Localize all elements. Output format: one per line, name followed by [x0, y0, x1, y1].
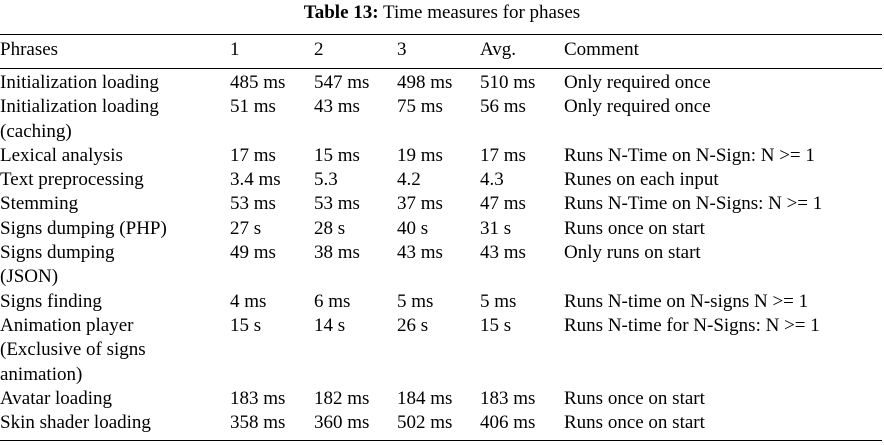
phase-name-line: Signs finding: [0, 290, 102, 312]
table-row: [0, 387, 884, 411]
run-2-value: 43 ms: [314, 96, 360, 118]
run-2-value: 15 ms: [314, 144, 360, 166]
run-3-value: 184 ms: [397, 387, 453, 409]
table-row: [0, 67, 884, 95]
run-1-value: 27 s: [230, 217, 262, 239]
phase-cell: [0, 67, 230, 95]
table-row: [0, 314, 884, 387]
comment-cell: Runs once on start: [564, 412, 705, 434]
run-1-value: 3.4 ms: [230, 169, 281, 191]
comment-cell: Runs once on start: [564, 387, 705, 409]
comment-cell: Runs N-Time on N-Sign: N >= 1: [564, 144, 815, 166]
run-3-value: 4.2: [397, 169, 421, 191]
phase-name-line: Signs dumping: [0, 242, 115, 264]
average-value: 17 ms: [480, 144, 526, 166]
header-phrases: Phrases: [0, 39, 59, 60]
run-2-value: 5.3: [314, 169, 338, 191]
run-3-value: 43 ms: [397, 242, 443, 264]
run-2-value: 360 ms: [314, 412, 370, 434]
phase-name-line: animation): [0, 363, 83, 385]
table-top-rule: [0, 34, 882, 35]
header-run-3: 3: [397, 39, 407, 60]
phase-name-line: (JSON): [0, 266, 59, 288]
phase-name-line: Signs dumping (PHP): [0, 217, 167, 239]
run-2-value: 6 ms: [314, 290, 351, 312]
run-1-value: 49 ms: [230, 242, 276, 264]
run-2-value: 182 ms: [314, 387, 370, 409]
comment-cell: Runs N-Time on N-Signs: N >= 1: [564, 193, 823, 215]
table-caption: [0, 2, 884, 24]
run-2-value: 547 ms: [314, 72, 370, 93]
table-row: [0, 168, 884, 192]
average-value: 43 ms: [480, 242, 526, 264]
comment-cell: Runs N-time on N-signs N >= 1: [564, 290, 809, 312]
run-2-value: 53 ms: [314, 193, 360, 215]
phase-name-line: Text preprocessing: [0, 169, 144, 191]
table-row: [0, 95, 884, 144]
average-value: 15 s: [480, 314, 512, 336]
average-value: 510 ms: [480, 72, 536, 93]
run-1-value: 4 ms: [230, 290, 267, 312]
phase-cell: [0, 144, 230, 168]
phase-cell: [0, 192, 230, 216]
run-1-value: 17 ms: [230, 144, 276, 166]
phase-name-line: Avatar loading: [0, 387, 113, 409]
run-1-value: 15 s: [230, 314, 262, 336]
caption-label: Table 13:: [303, 2, 379, 23]
header-run-2: 2: [314, 39, 324, 60]
run-2-value: 38 ms: [314, 242, 360, 264]
comment-cell: Only required once: [564, 96, 711, 118]
header-run-1: 1: [230, 39, 240, 60]
table-row: [0, 217, 884, 241]
average-value: 56 ms: [480, 96, 526, 118]
average-value: 31 s: [480, 217, 512, 239]
phase-cell: [0, 290, 230, 314]
phase-cell: [0, 411, 230, 435]
comment-cell: Runes on each input: [564, 169, 719, 191]
time-measures-table: [0, 36, 884, 435]
run-3-value: 26 s: [397, 314, 429, 336]
run-3-value: 37 ms: [397, 193, 443, 215]
phase-name-line: Skin shader loading: [0, 412, 151, 434]
phase-name-line: Animation player: [0, 314, 134, 336]
phase-cell: [0, 314, 230, 387]
phase-name-line: Initialization loading: [0, 72, 159, 93]
run-3-value: 75 ms: [397, 96, 443, 118]
average-value: 406 ms: [480, 412, 536, 434]
phase-name-line: Initialization loading: [0, 96, 159, 118]
phase-cell: [0, 217, 230, 241]
phase-name-line: (Exclusive of signs: [0, 339, 146, 361]
run-3-value: 19 ms: [397, 144, 443, 166]
run-1-value: 485 ms: [230, 72, 286, 93]
table-row: [0, 192, 884, 216]
table-header-row: [0, 36, 884, 67]
run-3-value: 5 ms: [397, 290, 434, 312]
run-1-value: 53 ms: [230, 193, 276, 215]
run-1-value: 51 ms: [230, 96, 276, 118]
phase-cell: [0, 387, 230, 411]
run-1-value: 358 ms: [230, 412, 286, 434]
table-row: [0, 411, 884, 435]
comment-cell: Runs once on start: [564, 217, 705, 239]
table-bottom-rule: [0, 440, 882, 441]
run-3-value: 498 ms: [397, 72, 453, 93]
average-value: 5 ms: [480, 290, 517, 312]
average-value: 47 ms: [480, 193, 526, 215]
run-1-value: 183 ms: [230, 387, 286, 409]
comment-cell: Only required once: [564, 72, 711, 93]
phase-name-line: Lexical analysis: [0, 144, 123, 166]
comment-cell: Runs N-time for N-Signs: N >= 1: [564, 314, 820, 336]
table-row: [0, 144, 884, 168]
caption-text: Time measures for phases: [383, 2, 581, 23]
average-value: 4.3: [480, 169, 504, 191]
run-3-value: 40 s: [397, 217, 429, 239]
table-row: [0, 241, 884, 290]
table-row: [0, 290, 884, 314]
phase-cell: [0, 241, 230, 290]
run-2-value: 14 s: [314, 314, 346, 336]
phase-cell: [0, 95, 230, 144]
phase-name-line: (caching): [0, 120, 72, 142]
run-2-value: 28 s: [314, 217, 346, 239]
average-value: 183 ms: [480, 387, 536, 409]
header-comment: Comment: [564, 39, 639, 60]
phase-cell: [0, 168, 230, 192]
phase-name-line: Stemming: [0, 193, 79, 215]
run-3-value: 502 ms: [397, 412, 453, 434]
table-body: [0, 67, 884, 435]
header-average: Avg.: [480, 39, 517, 60]
comment-cell: Only runs on start: [564, 242, 701, 264]
